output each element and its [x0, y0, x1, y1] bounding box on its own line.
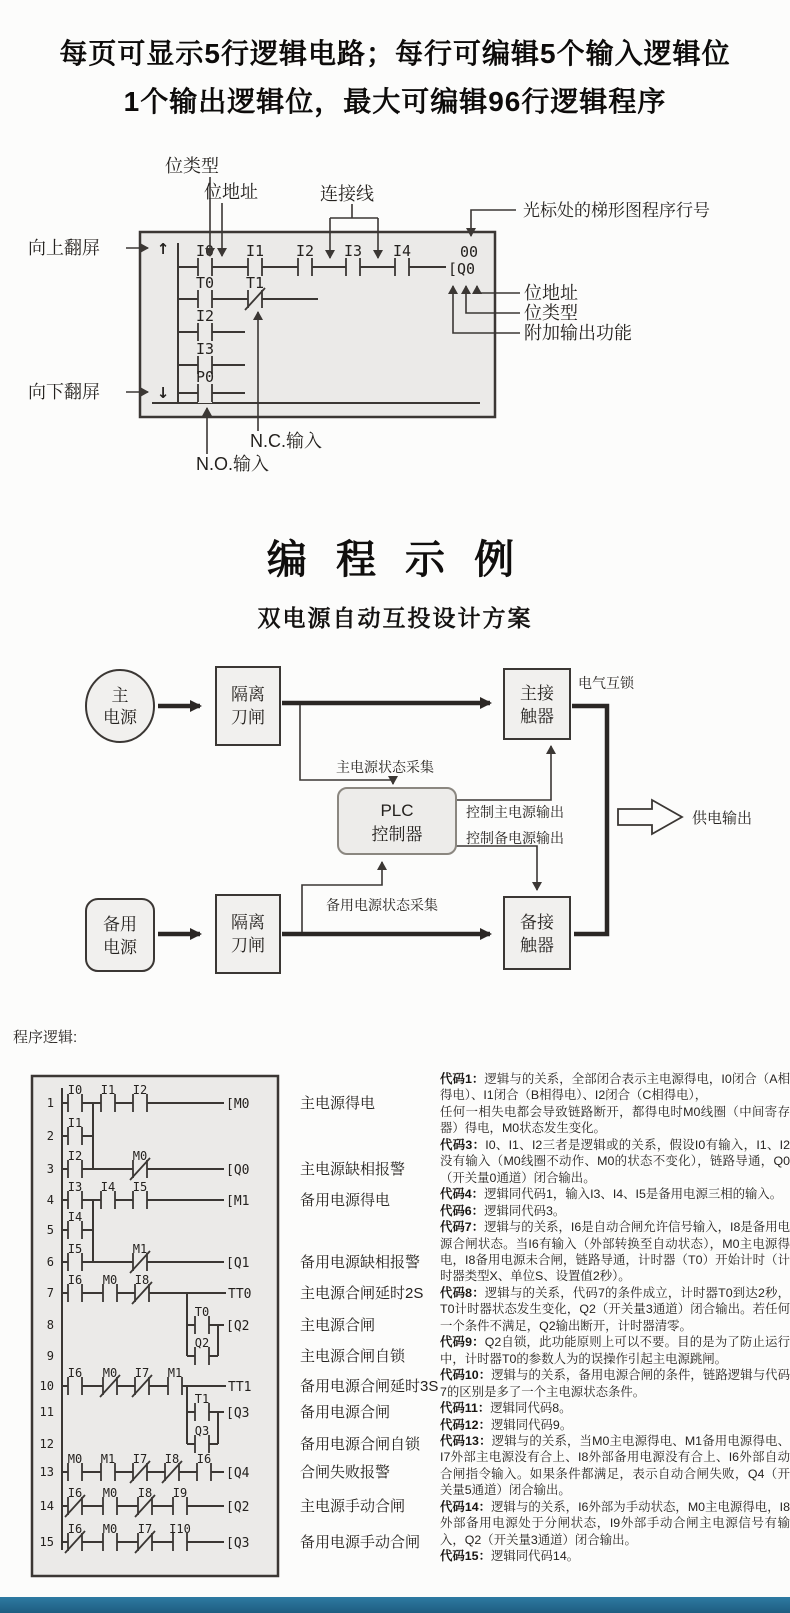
- output-label: TT1: [228, 1380, 252, 1395]
- contact-label: I3: [195, 340, 215, 358]
- contact-label: Q2: [194, 1336, 210, 1350]
- contact-label: I5: [67, 1242, 83, 1256]
- row-comment: 备用电源合闸: [300, 1404, 391, 1421]
- bottom-accent-bar: [0, 1597, 790, 1613]
- note-label: 代码15：: [440, 1549, 491, 1564]
- node-label: 触器: [520, 936, 554, 955]
- code-note: [440, 1499, 790, 1548]
- output-label: [Q0: [226, 1163, 250, 1178]
- note-text: 逻辑与的关系，当M0主电源得电、M1备用电源得电、I7外部主电源没有合上、I8外部备用电源没有合上、I6外部自动合闸指令输入。如果条件都满足，表示自动合闸失败，Q4（开关量5通道）闭合输出。: [440, 1433, 790, 1498]
- page-up-label: 向上翻屏: [28, 238, 100, 258]
- node-label: 刀闸: [231, 708, 265, 727]
- supply-output-label: 供电输出: [692, 810, 753, 827]
- flow-node-isolator-bottom: [216, 895, 280, 973]
- output-coil-label: [Q0: [448, 260, 476, 278]
- contact-label: I6: [67, 1366, 83, 1380]
- contact-label: I4: [392, 242, 412, 260]
- code-note: [440, 1417, 790, 1433]
- contact-label: I8: [137, 1486, 153, 1500]
- row-number: 15: [39, 1535, 54, 1549]
- title-line2: 1个输出逻辑位，最大可编辑96行逻辑程序: [123, 86, 667, 117]
- interlock-label: 电气互锁: [578, 675, 634, 691]
- flow-node-backup-contactor: [504, 897, 570, 969]
- row-comment: 主电源合闸延时2S: [300, 1285, 424, 1302]
- contact-label: I0: [195, 242, 215, 260]
- code-note: [440, 1400, 790, 1416]
- row-comment: 备用电源合闸延时3S: [300, 1378, 439, 1395]
- section-subtitle: 双电源自动互投设计方案: [257, 605, 533, 631]
- note-text: 逻辑同代码3。: [484, 1203, 566, 1218]
- contact-label: T0: [195, 274, 215, 292]
- flow-node-plc: [338, 788, 456, 854]
- row-number: 14: [39, 1499, 54, 1513]
- code-note: [440, 1137, 790, 1186]
- contact-label: I6: [67, 1273, 83, 1287]
- contact-label: I3: [67, 1180, 83, 1194]
- row-comment: 备用电源手动合闸: [300, 1534, 421, 1551]
- output-label: [Q1: [226, 1256, 250, 1271]
- note-text: Q2自锁，此功能原则上可以不要。目的是为了防止运行中，计时器T0的参数人为的误操作引起主电源跳闸。: [440, 1335, 790, 1366]
- note-label: 代码13：: [440, 1433, 492, 1448]
- code-note: [440, 1433, 790, 1499]
- note-text: 逻辑与的关系，全部闭合表示主电源得电，I0闭合（A相得电）、I1闭合（B相得电）、I2闭合（C相得电），: [440, 1072, 790, 1103]
- code-note: [440, 1071, 790, 1137]
- contact-label: M1: [132, 1242, 148, 1256]
- contact-label: M0: [132, 1149, 148, 1163]
- contact-label: I2: [67, 1149, 83, 1163]
- flow-node-main-power: [86, 670, 154, 742]
- contact-label: T1: [245, 274, 265, 292]
- flow-node-backup-power: [86, 899, 154, 971]
- note-text: 逻辑同代码1，输入I3、I4、I5是备用电源三相的输入。: [484, 1187, 783, 1202]
- backup-status-label: 备用电源状态采集: [326, 897, 438, 913]
- contact-label: P0: [195, 368, 215, 386]
- code-note: [440, 1219, 790, 1285]
- contact-label: I0: [67, 1083, 83, 1097]
- note-label: 代码10：: [440, 1368, 492, 1383]
- row-number: 9: [46, 1349, 54, 1363]
- contact-label: I7: [134, 1366, 150, 1380]
- contact-label: T1: [194, 1392, 210, 1406]
- row-number: 1: [46, 1096, 54, 1110]
- contact-label: T0: [194, 1305, 210, 1319]
- contact-label: M0: [102, 1366, 118, 1380]
- output-label: [M0: [226, 1097, 250, 1112]
- note-label: 代码7：: [440, 1220, 485, 1235]
- code-note: [440, 1186, 790, 1202]
- code-note: [440, 1367, 790, 1400]
- contact-label: I2: [295, 242, 315, 260]
- node-label: 隔离: [231, 685, 265, 704]
- output-label: [Q4: [226, 1466, 250, 1481]
- note-label: 代码12：: [440, 1417, 491, 1432]
- contact-label: I4: [67, 1210, 83, 1224]
- output-label: [Q2: [226, 1500, 250, 1515]
- note-text: 逻辑与的关系，I6外部为手动状态，M0主电源得电，I8外部备用电源处于分闸状态，I9外部手动合闸主电源信号有输入，Q2（开关量3通道）闭合输出。: [440, 1499, 790, 1547]
- contact-label: M0: [102, 1273, 118, 1287]
- row-comment: 主电源缺相报警: [300, 1161, 406, 1178]
- flow-node-main-contactor: [504, 669, 570, 739]
- row-number: 2: [46, 1129, 54, 1143]
- contact-label: M1: [167, 1366, 183, 1380]
- row-comment: 主电源手动合闸: [300, 1498, 406, 1515]
- note-text: 任何一相失电都会导致链路断开，都得电时M0线圈（中间寄存器）得电，M0状态发生变化。: [440, 1104, 790, 1136]
- contact-label: I8: [134, 1273, 150, 1287]
- node-label: 隔离: [231, 913, 265, 932]
- contact-label: I8: [164, 1452, 180, 1466]
- contact-label: I5: [132, 1180, 148, 1194]
- code-note: [440, 1203, 790, 1219]
- section-title: 编 程 示 例: [266, 538, 524, 582]
- supply-output-arrow-icon: [618, 800, 682, 834]
- node-label: 刀闸: [231, 936, 265, 955]
- note-label: 代码4：: [440, 1187, 485, 1202]
- contact-label: I6: [67, 1522, 83, 1536]
- page-down-arrow-icon: ↓: [156, 384, 170, 402]
- page-up-arrow-icon: ↑: [156, 240, 170, 258]
- row-comment: 主电源合闸自锁: [300, 1348, 406, 1365]
- note-label: 代码8：: [440, 1285, 485, 1300]
- row-number: 5: [46, 1223, 54, 1237]
- row-number: 3: [46, 1162, 54, 1176]
- code-note: [440, 1334, 790, 1367]
- contact-label: I1: [245, 242, 265, 260]
- row-comment: 合闸失败报警: [300, 1464, 391, 1481]
- output-label: [Q3: [226, 1406, 250, 1421]
- contact-label: I10: [169, 1522, 191, 1536]
- node-label: 备接: [520, 913, 554, 932]
- row-number: 8: [46, 1318, 54, 1332]
- page-title: [0, 30, 790, 126]
- contact-label: I9: [172, 1486, 188, 1500]
- row-number: 13: [39, 1465, 54, 1479]
- row-number: 11: [39, 1405, 54, 1419]
- node-label: 备用: [103, 915, 137, 934]
- node-label: 主接: [520, 684, 554, 703]
- cursor-line-label: 光标处的梯形图程序行号: [523, 201, 710, 220]
- ladder-display-diagram: [0, 140, 790, 485]
- node-label: PLC: [380, 801, 414, 820]
- program-logic-label: 程序逻辑:: [13, 1029, 78, 1046]
- contact-label: I1: [67, 1116, 83, 1130]
- row-number: 7: [46, 1286, 54, 1300]
- output-label: [Q2: [226, 1319, 250, 1334]
- extra-output-label: 附加输出功能: [524, 323, 632, 343]
- row-comment: 主电源合闸: [300, 1317, 376, 1334]
- note-label: 代码1：: [440, 1072, 485, 1086]
- node-label: 触器: [520, 707, 554, 726]
- bit-address-label: 位地址: [204, 182, 258, 202]
- cursor-line-number: 00: [459, 243, 479, 261]
- note-text: 逻辑同代码14。: [490, 1549, 580, 1564]
- node-label: 电源: [103, 708, 137, 727]
- contact-label: I7: [132, 1452, 148, 1466]
- row-number: 6: [46, 1255, 54, 1269]
- row-number: 12: [39, 1437, 54, 1451]
- row-comment: 主电源得电: [300, 1095, 376, 1112]
- output-label: [Q3: [226, 1536, 250, 1551]
- ctrl-backup-label: 控制备电源输出: [466, 830, 564, 846]
- contact-label: I1: [100, 1083, 116, 1097]
- note-label: 代码14：: [440, 1499, 492, 1514]
- title-line1: 每页可显示5行逻辑电路；每行可编辑5个输入逻辑位: [59, 38, 731, 69]
- contact-label: M1: [100, 1452, 116, 1466]
- flow-node-isolator-top: [216, 667, 280, 745]
- contact-label: M0: [102, 1522, 118, 1536]
- no-input-label: N.O.输入: [196, 454, 270, 474]
- row-comment: 备用电源得电: [300, 1192, 391, 1209]
- page-down-label: 向下翻屏: [28, 382, 100, 402]
- code-note: [440, 1285, 790, 1334]
- node-label: 电源: [103, 938, 137, 957]
- contact-label: I2: [195, 307, 215, 325]
- nc-input-label: N.C.输入: [250, 431, 322, 451]
- bit-type-label: 位类型: [165, 156, 219, 176]
- output-label: [M1: [226, 1194, 250, 1209]
- code-notes: [440, 1071, 790, 1565]
- note-text: 逻辑同代码9。: [490, 1417, 573, 1432]
- contact-label: I3: [343, 242, 363, 260]
- contact-label: I7: [137, 1522, 153, 1536]
- contact-label: I4: [100, 1180, 116, 1194]
- bit-address-right-label: 位地址: [524, 283, 578, 303]
- power-transfer-flow-diagram: [0, 650, 790, 1000]
- contact-label: Q3: [194, 1424, 210, 1438]
- row-number: 4: [46, 1193, 54, 1207]
- contact-label: M0: [67, 1452, 83, 1466]
- code-note: [440, 1548, 790, 1564]
- note-text: 逻辑与的关系，备用电源合闸的条件，链路逻辑与代码7的区别是多了一个主电源状态条件。: [440, 1368, 790, 1399]
- note-text: 逻辑与的关系，I6是自动合闸允许信号输入，I8是备用电源合闸状态。当I6有输入（外部转换至自动状态），M0主电源得电，I8备用电源未合闸，链路导通，计时器（T0）开始计时（计时器类型X、单位S、设置值2秒）。: [440, 1220, 790, 1284]
- node-label: 控制器: [371, 825, 423, 844]
- note-text: 逻辑与的关系，代码7的条件成立，计时器T0到达2秒，T0计时器状态发生变化，Q2（开关量3通道）闭合输出。若任何一个条件不满足，Q2输出断开，计时器清零。: [440, 1285, 790, 1333]
- wire-label: 连接线: [320, 184, 374, 204]
- main-status-label: 主电源状态采集: [336, 759, 434, 775]
- note-label: 代码11：: [440, 1401, 491, 1416]
- note-text: 逻辑同代码8。: [490, 1401, 572, 1416]
- note-label: 代码6：: [440, 1203, 485, 1218]
- contact-label: I2: [132, 1083, 148, 1097]
- row-number: 10: [39, 1379, 54, 1393]
- row-comment: 备用电源合闸自锁: [300, 1436, 421, 1453]
- contact-label: I6: [67, 1486, 83, 1500]
- bit-type-right-label: 位类型: [524, 303, 578, 323]
- note-text: I0、I1、I2三者是逻辑或的关系，假设I0有输入，I1、I2没有输入（M0线圈不动作、M0的状态不变化），链路导通，Q0（开关量0通道）闭合输出。: [440, 1137, 790, 1185]
- row-comment: 备用电源缺相报警: [300, 1254, 421, 1271]
- output-label: TT0: [228, 1287, 252, 1302]
- contact-label: I6: [196, 1452, 212, 1466]
- note-label: 代码9：: [440, 1335, 485, 1350]
- node-label: 主: [111, 686, 129, 705]
- contact-label: M0: [102, 1486, 118, 1500]
- note-label: 代码3：: [440, 1137, 486, 1152]
- ctrl-main-label: 控制主电源输出: [466, 804, 564, 820]
- display-screen: [140, 232, 495, 417]
